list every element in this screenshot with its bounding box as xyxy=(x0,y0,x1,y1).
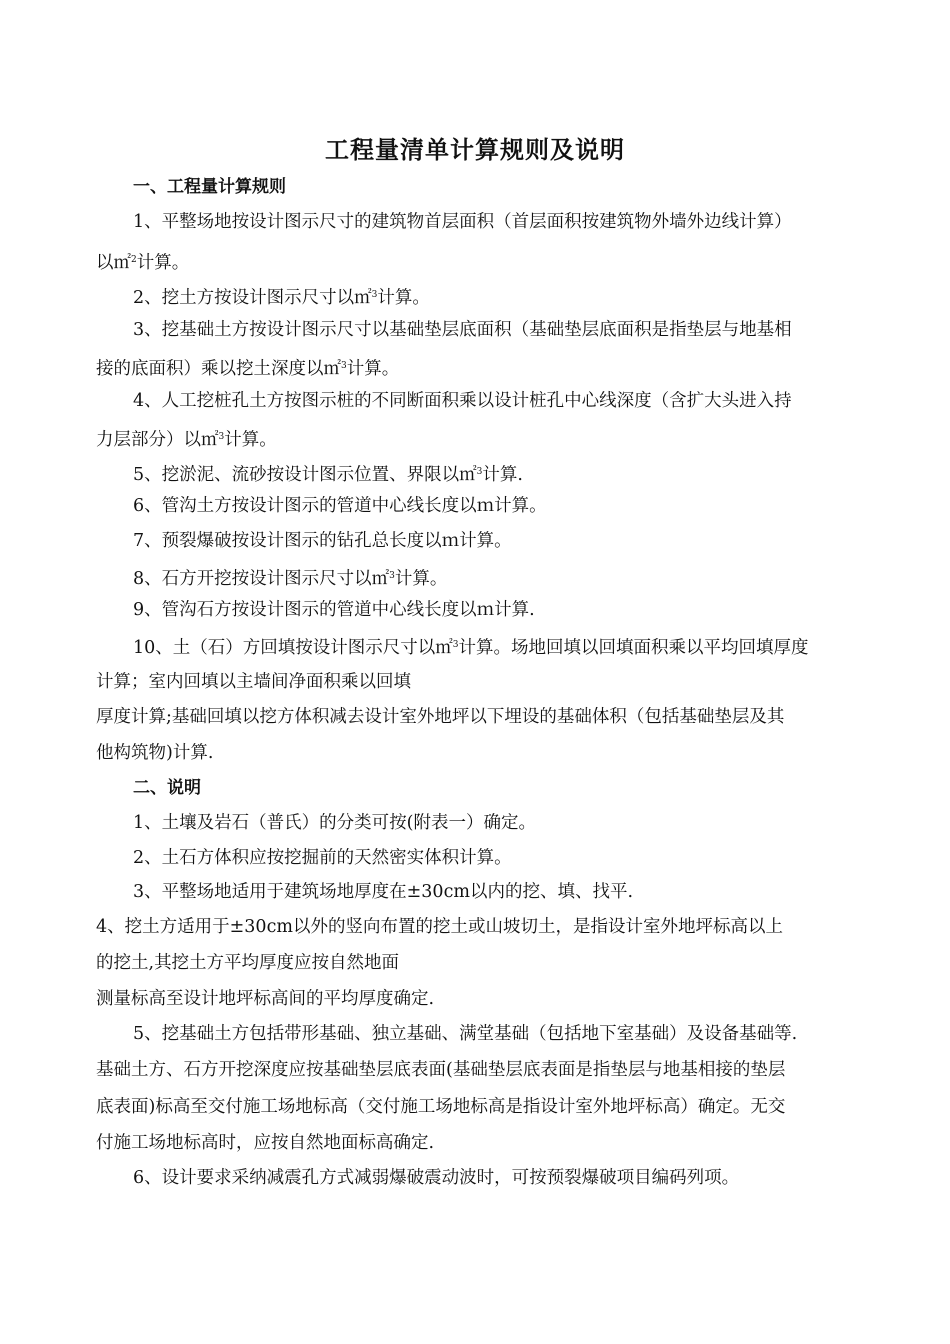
rule-2: 2、挖土方按设计图示尺寸以㎡$^3$计算。 xyxy=(133,288,430,308)
rule-4-line-2: 力层部分）以㎡$^3$计算。 xyxy=(96,430,277,450)
rule-10-line-3: 厚度计算;基础回填以挖方体积减去设计室外地坪以下埋设的基础体积（包括基础垫层及其 xyxy=(96,707,785,727)
rule-5: 5、挖淤泥、流砂按设计图示位置、界限以㎡$^3$计算. xyxy=(133,465,523,485)
note-6: 6、设计要求采纳减震孔方式减弱爆破震动波时，可按预裂爆破项目编码列项。 xyxy=(133,1168,740,1188)
note-2: 2、土石方体积应按挖掘前的天然密实体积计算。 xyxy=(133,848,512,868)
note-5-line-3: 底表面)标高至交付施工场地标高（交付施工场地标高是指设计室外地坪标高）确定。无交 xyxy=(96,1097,786,1117)
rule-4-line-1: 4、人工挖桩孔土方按图示桩的不同断面积乘以设计桩孔中心线深度（含扩大头进入持 xyxy=(133,391,792,411)
section-heading-rules: 一、工程量计算规则 xyxy=(133,177,286,197)
rule-10-line-2: 计算；室内回填以主墙间净面积乘以回填 xyxy=(96,672,411,692)
rule-3-line-1: 3、挖基础土方按设计图示尺寸以基础垫层底面积（基础垫层底面积是指垫层与地基相 xyxy=(133,320,792,340)
rule-9: 9、管沟石方按设计图示的管道中心线长度以ｍ计算. xyxy=(133,600,535,620)
note-3: 3、平整场地适用于建筑场地厚度在±30cm以内的挖、填、找平. xyxy=(133,882,634,902)
note-4-line-3: 测量标高至设计地坪标高间的平均厚度确定. xyxy=(96,989,435,1009)
note-4-line-1: 4、挖土方适用于±30cm以外的竖向布置的挖土或山坡切土，是指设计室外地坪标高以上 xyxy=(96,917,783,937)
section-heading-notes: 二、说明 xyxy=(133,778,201,798)
rule-6: 6、管沟土方按设计图示的管道中心线长度以ｍ计算。 xyxy=(133,496,547,516)
note-5-line-1: 5、挖基础土方包括带形基础、独立基础、满堂基础（包括地下室基础）及设备基础等. xyxy=(133,1024,798,1044)
rule-10-line-1: 10、土（石）方回填按设计图示尺寸以㎡$^3$计算。场地回填以回填面积乘以平均回填厚度 xyxy=(133,638,809,658)
note-1: 1、土壤及岩石（普氏）的分类可按(附表一）确定。 xyxy=(133,813,536,833)
rule-3-line-2: 接的底面积）乘以挖土深度以㎡$^3$计算。 xyxy=(96,359,400,379)
page-title: 工程量清单计算规则及说明 xyxy=(325,136,625,164)
note-5-line-4: 付施工场地标高时，应按自然地面标高确定. xyxy=(96,1133,435,1153)
rule-7: 7、预裂爆破按设计图示的钻孔总长度以ｍ计算。 xyxy=(133,531,512,551)
rule-1-line-2: 以㎡$^2$计算。 xyxy=(96,253,190,273)
note-4-line-2: 的挖土,其挖土方平均厚度应按自然地面 xyxy=(96,953,400,973)
rule-8: 8、石方开挖按设计图示尺寸以㎡$^3$计算。 xyxy=(133,569,448,589)
rule-1-line-1: 1、平整场地按设计图示尺寸的建筑物首层面积（首层面积按建筑物外墙外边线计算） xyxy=(133,212,792,232)
rule-10-line-4: 他构筑物)计算. xyxy=(96,743,214,763)
note-5-line-2: 基础土方、石方开挖深度应按基础垫层底表面(基础垫层底表面是指垫层与地基相接的垫层 xyxy=(96,1060,786,1080)
